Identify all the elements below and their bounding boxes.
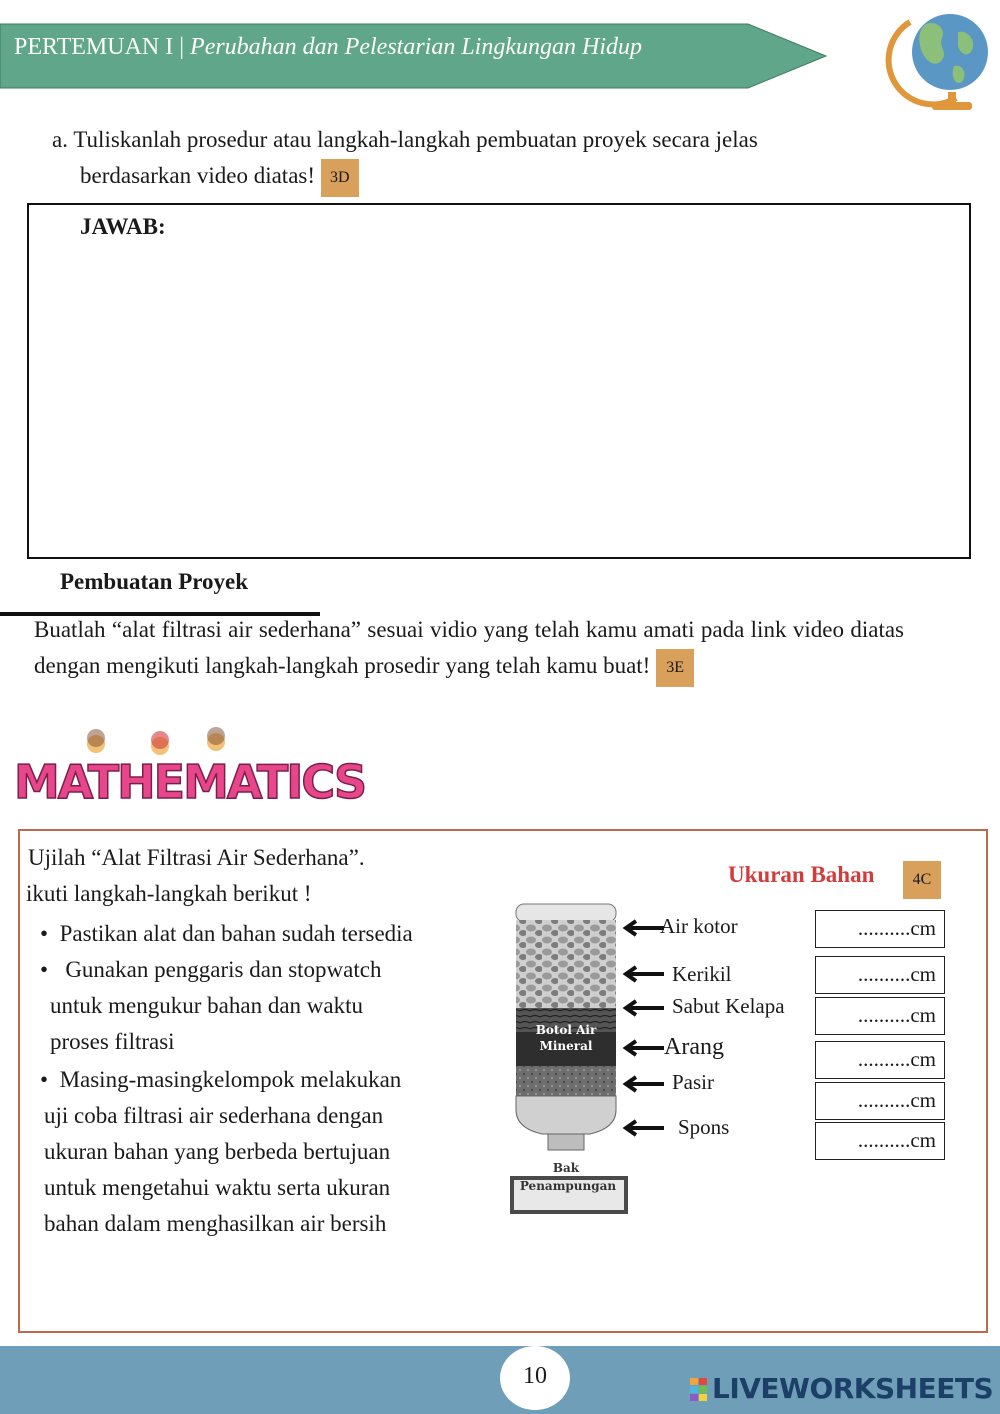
layer-label-kerikil: Kerikil — [672, 962, 732, 986]
liveworksheets-brand-text: LIVEWORKSHEETS — [712, 1372, 994, 1405]
bottle-label: Mineral — [539, 1039, 593, 1053]
badge-3e: 3E — [656, 649, 694, 687]
question-a-line1 — [52, 122, 952, 158]
mathematics-logo — [10, 728, 366, 818]
ukuran-bahan-title: Ukuran Bahan — [728, 862, 875, 887]
answer-textarea[interactable] — [27, 203, 971, 559]
measure-input-sabut-kelapa[interactable]: ..........cm — [815, 997, 945, 1035]
liveworksheets-logo-icon — [690, 1378, 708, 1402]
bullet-item: • Gunakan penggaris dan stopwatch — [40, 957, 382, 982]
page-number: 10 — [500, 1346, 570, 1410]
test-intro2: ikuti langkah-langkah berikut ! — [26, 881, 312, 906]
bullet-text: Masing-masingkelompok melakukan — [59, 1067, 402, 1092]
bullet-text: Pastikan alat dan bahan sudah tersedia — [59, 921, 413, 946]
layer-label-pasir: Pasir — [672, 1070, 714, 1094]
answer-label: JAWAB: — [80, 214, 166, 239]
header-subtitle: Perubahan dan Pelestarian Lingkungan Hidup — [190, 34, 642, 60]
bullet-item: • Pastikan alat dan bahan sudah tersedia — [40, 921, 413, 946]
measure-input-arang[interactable]: ..........cm — [815, 1041, 945, 1079]
bullet-text: ukuran bahan yang berbeda bertujuan — [44, 1139, 391, 1164]
measure-input-spons[interactable]: ..........cm — [815, 1122, 945, 1160]
badge-4c: 4C — [903, 861, 941, 899]
arrow-left-icon — [622, 1118, 666, 1138]
bullet-text: bahan dalam menghasilkan air bersih — [44, 1211, 387, 1236]
project-instructions — [34, 612, 904, 687]
arrow-left-icon — [622, 1038, 666, 1058]
bullet-text: Gunakan penggaris dan stopwatch — [65, 957, 382, 982]
mathematics-logo-text: MATHEMATICS — [14, 755, 366, 809]
bullet-item: • Masing-masingkelompok melakukan — [40, 1067, 402, 1092]
bottle-label: Botol Air — [535, 1023, 597, 1037]
question-a-marker: a. — [52, 127, 68, 152]
header-title — [14, 34, 642, 61]
globe-icon — [896, 2, 990, 112]
project-body: Buatlah “alat filtrasi air sederhana” sesuai vidio yang telah kamu amati pada link video diatas dengan mengikuti langkah-langkah prosedir yang telah kamu buat! — [34, 617, 904, 678]
bullet-text: proses filtrasi — [50, 1029, 175, 1054]
measure-input-air-kotor[interactable]: ..........cm — [815, 910, 945, 948]
measure-input-pasir[interactable]: ..........cm — [815, 1082, 945, 1120]
badge-3d: 3D — [321, 159, 359, 197]
liveworksheets-brand[interactable] — [690, 1372, 993, 1405]
project-title: Pembuatan Proyek — [60, 569, 249, 594]
layer-label-spons: Spons — [678, 1115, 730, 1139]
question-a-line2 — [52, 158, 952, 197]
test-intro1: Ujilah “Alat Filtrasi Air Sederhana”. — [28, 845, 365, 870]
tray-label: Penampungan — [519, 1179, 617, 1193]
tray-label: Bak — [552, 1161, 580, 1175]
bullet-text: untuk mengukur bahan dan waktu — [50, 993, 363, 1018]
arrow-left-icon — [622, 998, 666, 1018]
layer-label-air-kotor: Air kotor — [660, 914, 738, 938]
filter-bottle-illustration — [510, 900, 630, 1216]
question-a — [52, 122, 952, 197]
arrow-left-icon — [622, 964, 666, 984]
bullet-text: untuk mengetahui waktu serta ukuran — [44, 1175, 391, 1200]
measure-input-kerikil[interactable]: ..........cm — [815, 956, 945, 994]
layer-label-sabut-kelapa: Sabut Kelapa — [672, 994, 785, 1018]
bullet-text: uji coba filtrasi air sederhana dengan — [44, 1103, 384, 1128]
layer-label-arang: Arang — [664, 1034, 724, 1060]
header-label: PERTEMUAN I | — [14, 34, 185, 60]
question-a-text1: Tuliskanlah prosedur atau langkah-langkah pembuatan proyek secara jelas — [73, 127, 758, 152]
question-a-text2: berdasarkan video diatas! — [80, 163, 316, 188]
arrow-left-icon — [622, 1074, 666, 1094]
